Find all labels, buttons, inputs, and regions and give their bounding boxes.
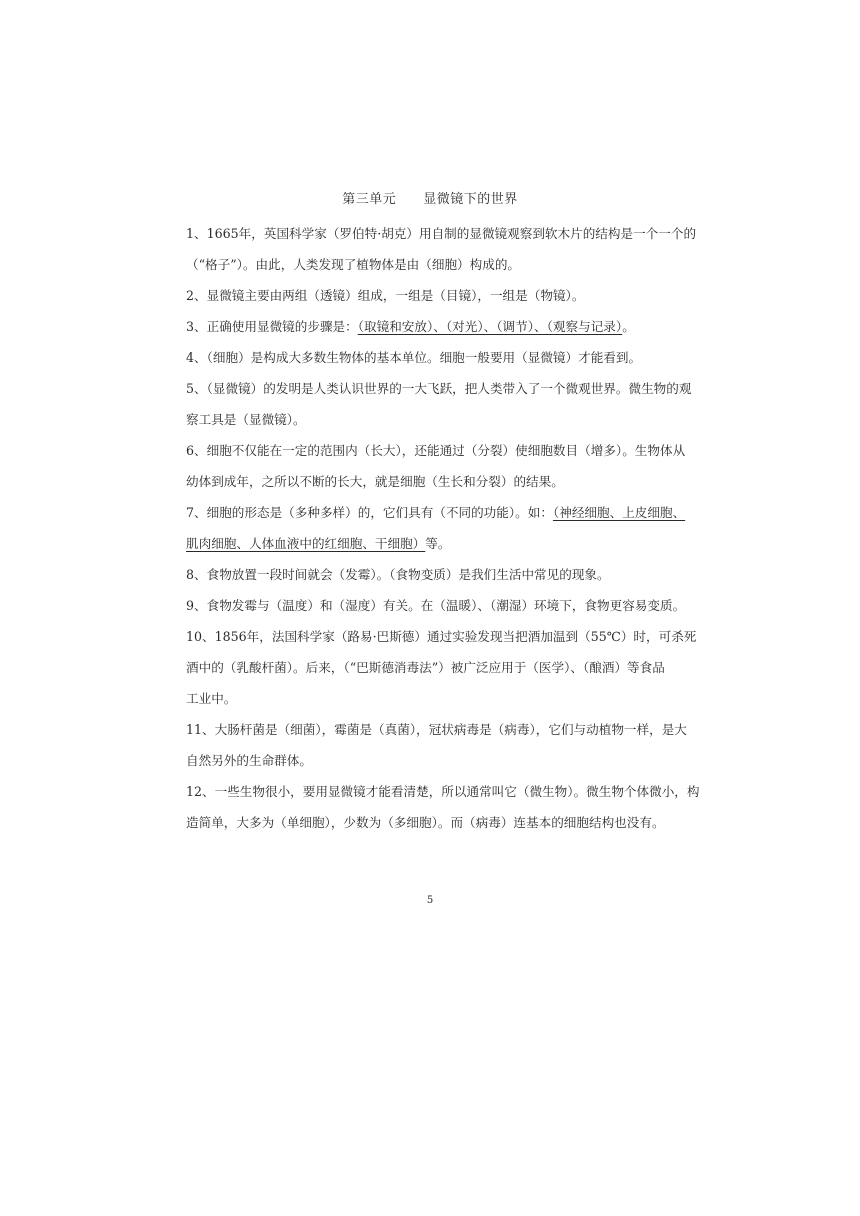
text-line: 工业中。 (186, 691, 237, 706)
page-number: 5 (426, 895, 434, 906)
text-line: 酒中的（乳酸杆菌）。后来，（“巴斯德消毒法”）被广泛应用于（医学）、（酿酒）等食品 (186, 660, 665, 675)
document-body (186, 218, 700, 838)
text-segment: 3、正确使用显微镜的步骤是： (186, 319, 358, 334)
page-title: 第三单元 显微镜下的世界 (342, 192, 518, 207)
text-line (186, 528, 676, 559)
text-line (186, 497, 686, 528)
text-line (186, 311, 676, 342)
text-line: 8、食物放置一段时间就会（发霉）。（食物变质）是我们生活中常见的现象。 (186, 567, 610, 582)
text-segment: 7、细胞的形态是（多种多样）的，它们具有（不同的功能）。如： (186, 505, 553, 520)
text-line: 10、1856年，法国科学家（路易·巴斯德）通过实验发现当把酒加温到（55℃）时，可杀死 (186, 629, 697, 644)
text-line: 6、细胞不仅能在一定的范围内（长大），还能通过（分裂）使细胞数目（增多）。生物体从 (186, 443, 686, 458)
text-line: 自然另外的生命群体。 (186, 753, 312, 768)
text-line: 造简单，大多为（单细胞），少数为（多细胞）。而（病毒）连基本的细胞结构也没有。 (186, 815, 665, 830)
text-line: 察工具是（显微镜）。 (186, 412, 306, 427)
text-line: 幼体到成年，之所以不断的长大，就是细胞（生长和分裂）的结果。 (186, 474, 564, 489)
underlined-answer: 肌肉细胞、人体血液中的红细胞、干细胞） (186, 536, 426, 551)
text-line: 12、一些生物很小，要用显微镜才能看清楚，所以通常叫它（微生物）。微生物个体微小，构 (186, 784, 700, 799)
text-segment: 等。 (425, 536, 451, 551)
text-line: 4、（细胞）是构成大多数生物体的基本单位。细胞一般要用（显微镜）才能看到。 (186, 350, 642, 365)
underlined-answer: （取镜和安放）、（对光）、（调节）、（观察与记录） (357, 319, 623, 334)
text-line: （“格子”）。由此，人类发现了植物体是由（细胞）构成的。 (186, 257, 521, 272)
text-line: 11、大肠杆菌是（细菌），霉菌是（真菌），冠状病毒是（病毒），它们与动植物一样，是大 (186, 722, 687, 737)
underlined-answer: （神经细胞、上皮细胞、 (552, 505, 686, 520)
text-segment: 。 (622, 319, 635, 334)
text-line: 9、食物发霉与（温度）和（湿度）有关。在（温暖）、（潮湿）环境下，食物更容易变质。 (186, 598, 686, 613)
text-line: 1、1665年，英国科学家（罗伯特·胡克）用自制的显微镜观察到软木片的结构是一个一个的 (186, 226, 697, 241)
text-line: 2、显微镜主要由两组（透镜）组成，一组是（目镜），一组是（物镜）。 (186, 288, 585, 303)
text-line: 5、（显微镜）的发明是人类认识世界的一大飞跃，把人类带入了一个微观世界。微生物的观 (186, 381, 692, 396)
